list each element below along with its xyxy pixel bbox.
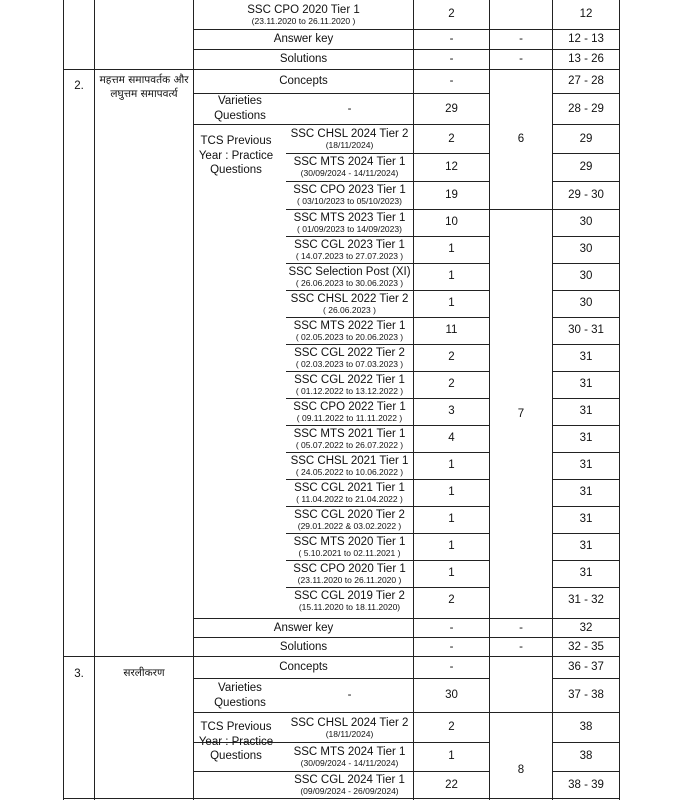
page-range: 31 — [579, 459, 593, 472]
question-count: 2 — [448, 132, 455, 145]
question-count: 1 — [448, 513, 455, 526]
page-range: 32 — [579, 621, 593, 634]
chapter-title: सरलीकरण — [123, 667, 165, 680]
exam-cell — [286, 743, 413, 771]
question-count: 1 — [448, 243, 455, 256]
exam-cell — [286, 264, 413, 290]
page-range: 31 — [579, 351, 593, 364]
exercise-number: 6 — [517, 133, 525, 146]
page-range: 36 - 37 — [568, 661, 604, 674]
varieties-label: Varieties Questions — [214, 681, 266, 709]
exercise-number: 8 — [517, 764, 525, 777]
exam-dates: ( 03/10/2023 to 05/10/2023) — [297, 196, 402, 207]
page-range: 13 - 26 — [568, 53, 604, 66]
tcs-label: TCS Previous Year : Practice Questions — [198, 721, 274, 763]
exam-cell — [286, 453, 413, 479]
dash: - — [449, 661, 454, 674]
page-range: 30 — [579, 297, 593, 310]
exam-dates: (23.11.2020 to 26.11.2020 ) — [251, 15, 356, 26]
page-range: 29 — [579, 132, 593, 145]
exam-cell — [286, 291, 413, 317]
question-count: 1 — [448, 459, 455, 472]
exam-name: SSC CHSL 2024 Tier 2 — [290, 716, 409, 729]
question-count: 1 — [448, 567, 455, 580]
question-count: 1 — [448, 270, 455, 283]
page-range: 38 - 39 — [568, 778, 604, 791]
exam-dates: (15.11.2020 to 18.11.2020) — [298, 601, 401, 612]
page-range: 31 — [579, 378, 593, 391]
answer-key-label: Answer key — [273, 33, 334, 46]
col-divider-1 — [94, 0, 95, 800]
exam-name: SSC CPO 2020 Tier 1 — [247, 3, 360, 16]
page-range: 29 - 30 — [568, 188, 604, 201]
exam-dates: ( 09.11.2022 to 11.11.2022 ) — [296, 412, 403, 423]
dash: - — [519, 33, 523, 46]
exam-cell — [286, 210, 413, 236]
page-range: 31 — [579, 540, 593, 553]
exam-name: SSC CGL 2023 Tier 1 — [294, 238, 405, 251]
solutions-label: Solutions — [279, 640, 328, 653]
answer-key-label: Answer key — [273, 621, 334, 634]
concepts-label: Concepts — [279, 661, 328, 674]
page-range: 31 — [579, 432, 593, 445]
exam-name: SSC CGL 2024 Tier 1 — [294, 774, 405, 787]
dash: - — [449, 640, 454, 653]
exam-name: SSC CHSL 2024 Tier 2 — [290, 128, 409, 141]
exam-cell — [286, 507, 413, 533]
page-range: 29 — [579, 160, 593, 173]
dash: - — [449, 75, 454, 88]
exam-cell — [286, 182, 413, 209]
exam-cell — [286, 714, 413, 742]
exam-cell — [286, 318, 413, 344]
dash: - — [519, 621, 523, 634]
exam-name: SSC CGL 2020 Tier 2 — [294, 508, 405, 521]
exam-name: SSC MTS 2024 Tier 1 — [293, 745, 406, 758]
exam-name: SSC CGL 2022 Tier 1 — [294, 373, 405, 386]
concepts-label: Concepts — [279, 75, 328, 88]
exam-cell — [286, 534, 413, 560]
page-range: 28 - 29 — [568, 102, 604, 115]
exam-cell — [286, 480, 413, 506]
chapter-number: 3. — [74, 667, 84, 680]
exam-name: SSC CGL 2021 Tier 1 — [294, 481, 405, 494]
exam-dates: (29.01.2022 & 03.02.2022 ) — [297, 520, 402, 531]
dash: - — [347, 102, 352, 115]
exam-dates: (18/11/2024) — [325, 728, 374, 739]
page-range: 30 - 31 — [568, 324, 604, 337]
question-count: 2 — [448, 721, 455, 734]
exam-cell — [286, 126, 413, 153]
question-count: 11 — [445, 324, 458, 337]
exam-cell — [286, 154, 413, 181]
exam-name: SSC CPO 2022 Tier 1 — [293, 400, 406, 413]
question-count: 10 — [445, 216, 458, 229]
exam-cell — [286, 426, 413, 452]
exam-dates: (09/09/2024 - 26/09/2024) — [300, 786, 399, 797]
exam-dates: ( 01/09/2023 to 14/09/2023) — [297, 223, 402, 234]
exam-dates: ( 02.03.2023 to 07.03.2023 ) — [295, 358, 404, 369]
exam-dates: (30/09/2024 - 14/11/2024) — [300, 757, 399, 768]
page-range: 31 — [579, 567, 593, 580]
exam-name: SSC MTS 2020 Tier 1 — [293, 535, 406, 548]
exam-cell — [286, 588, 413, 614]
exam-name: SSC Selection Post (XI) — [288, 265, 411, 278]
page-range: 12 - 13 — [568, 33, 604, 46]
dash: - — [347, 689, 352, 702]
exam-cell — [286, 772, 413, 799]
dash: - — [519, 53, 523, 66]
exam-name: SSC CHSL 2021 Tier 1 — [290, 454, 409, 467]
exam-dates: ( 5.10.2021 to 02.11.2021 ) — [298, 547, 401, 558]
page-range: 37 - 38 — [568, 689, 604, 702]
question-count: 19 — [445, 188, 458, 201]
exam-dates: ( 14.07.2023 to 27.07.2023 ) — [295, 250, 404, 261]
exam-name: SSC CGL 2022 Tier 2 — [294, 346, 405, 359]
exam-dates: ( 26.06.2023 to 30.06.2023 ) — [295, 277, 404, 288]
exam-name: SSC CGL 2019 Tier 2 — [294, 589, 405, 602]
dash: - — [449, 53, 454, 66]
question-count: 4 — [448, 432, 455, 445]
dash: - — [449, 33, 454, 46]
exam-cell — [286, 399, 413, 425]
exam-name: SSC MTS 2023 Tier 1 — [293, 211, 406, 224]
exam-cell — [194, 1, 413, 29]
page-range: 30 — [579, 216, 593, 229]
tcs-label: TCS Previous Year : Practice Questions — [198, 135, 274, 177]
exam-name: SSC CHSL 2022 Tier 2 — [290, 292, 409, 305]
question-count: 1 — [448, 486, 455, 499]
question-count: 1 — [448, 540, 455, 553]
page-range: 31 — [579, 405, 593, 418]
question-count: 2 — [448, 8, 455, 21]
page-range: 31 - 32 — [568, 594, 604, 607]
page-range: 38 — [579, 721, 593, 734]
solutions-label: Solutions — [279, 53, 328, 66]
exam-dates: ( 26.06.2023 ) — [323, 304, 376, 315]
page-range: 31 — [579, 513, 593, 526]
exercise-number: 7 — [517, 407, 525, 420]
table-border-right — [619, 0, 620, 800]
exam-dates: ( 24.05.2022 to 10.06.2022 ) — [295, 466, 404, 477]
chapter-title: महत्तम समापवर्तक और लघुत्तम समापवर्त्य — [99, 74, 189, 100]
page-range: 12 — [579, 8, 593, 21]
exam-name: SSC CPO 2023 Tier 1 — [293, 184, 406, 197]
exam-name: SSC MTS 2024 Tier 1 — [293, 156, 406, 169]
page-range: 38 — [579, 750, 593, 763]
exam-dates: (18/11/2024) — [325, 140, 374, 151]
exam-dates: (30/09/2024 - 14/11/2024) — [300, 168, 399, 179]
page-range: 27 - 28 — [568, 75, 604, 88]
chapter-number: 2. — [74, 79, 84, 92]
question-count: 2 — [448, 594, 455, 607]
exam-dates: ( 11.04.2022 to 21.04.2022 ) — [296, 493, 403, 504]
question-count: 29 — [445, 102, 458, 115]
exam-name: SSC MTS 2021 Tier 1 — [293, 427, 406, 440]
page-range: 30 — [579, 243, 593, 256]
exam-name: SSC MTS 2022 Tier 1 — [293, 319, 406, 332]
page-range: 30 — [579, 270, 593, 283]
question-count: 22 — [445, 778, 458, 791]
question-count: 2 — [448, 378, 455, 391]
page-range: 31 — [579, 486, 593, 499]
dash: - — [519, 640, 523, 653]
question-count: 2 — [448, 351, 455, 364]
exam-dates: ( 01.12.2022 to 13.12.2022 ) — [295, 385, 404, 396]
exam-dates: ( 02.05.2023 to 20.06.2023 ) — [295, 331, 404, 342]
page-range: 32 - 35 — [568, 640, 604, 653]
question-count: 30 — [445, 689, 458, 702]
dash: - — [449, 621, 454, 634]
exam-name: SSC CPO 2020 Tier 1 — [293, 562, 406, 575]
exam-cell — [286, 561, 413, 587]
question-count: 3 — [448, 405, 455, 418]
question-count: 1 — [448, 297, 455, 310]
exam-dates: (23.11.2020 to 26.11.2020 ) — [297, 574, 402, 585]
exam-dates: ( 05.07.2022 to 26.07.2022 ) — [295, 439, 404, 450]
exam-cell — [286, 237, 413, 263]
varieties-label: Varieties Questions — [214, 95, 266, 122]
question-count: 1 — [448, 750, 455, 763]
question-count: 12 — [445, 160, 458, 173]
exam-cell — [286, 372, 413, 398]
exam-cell — [286, 345, 413, 371]
